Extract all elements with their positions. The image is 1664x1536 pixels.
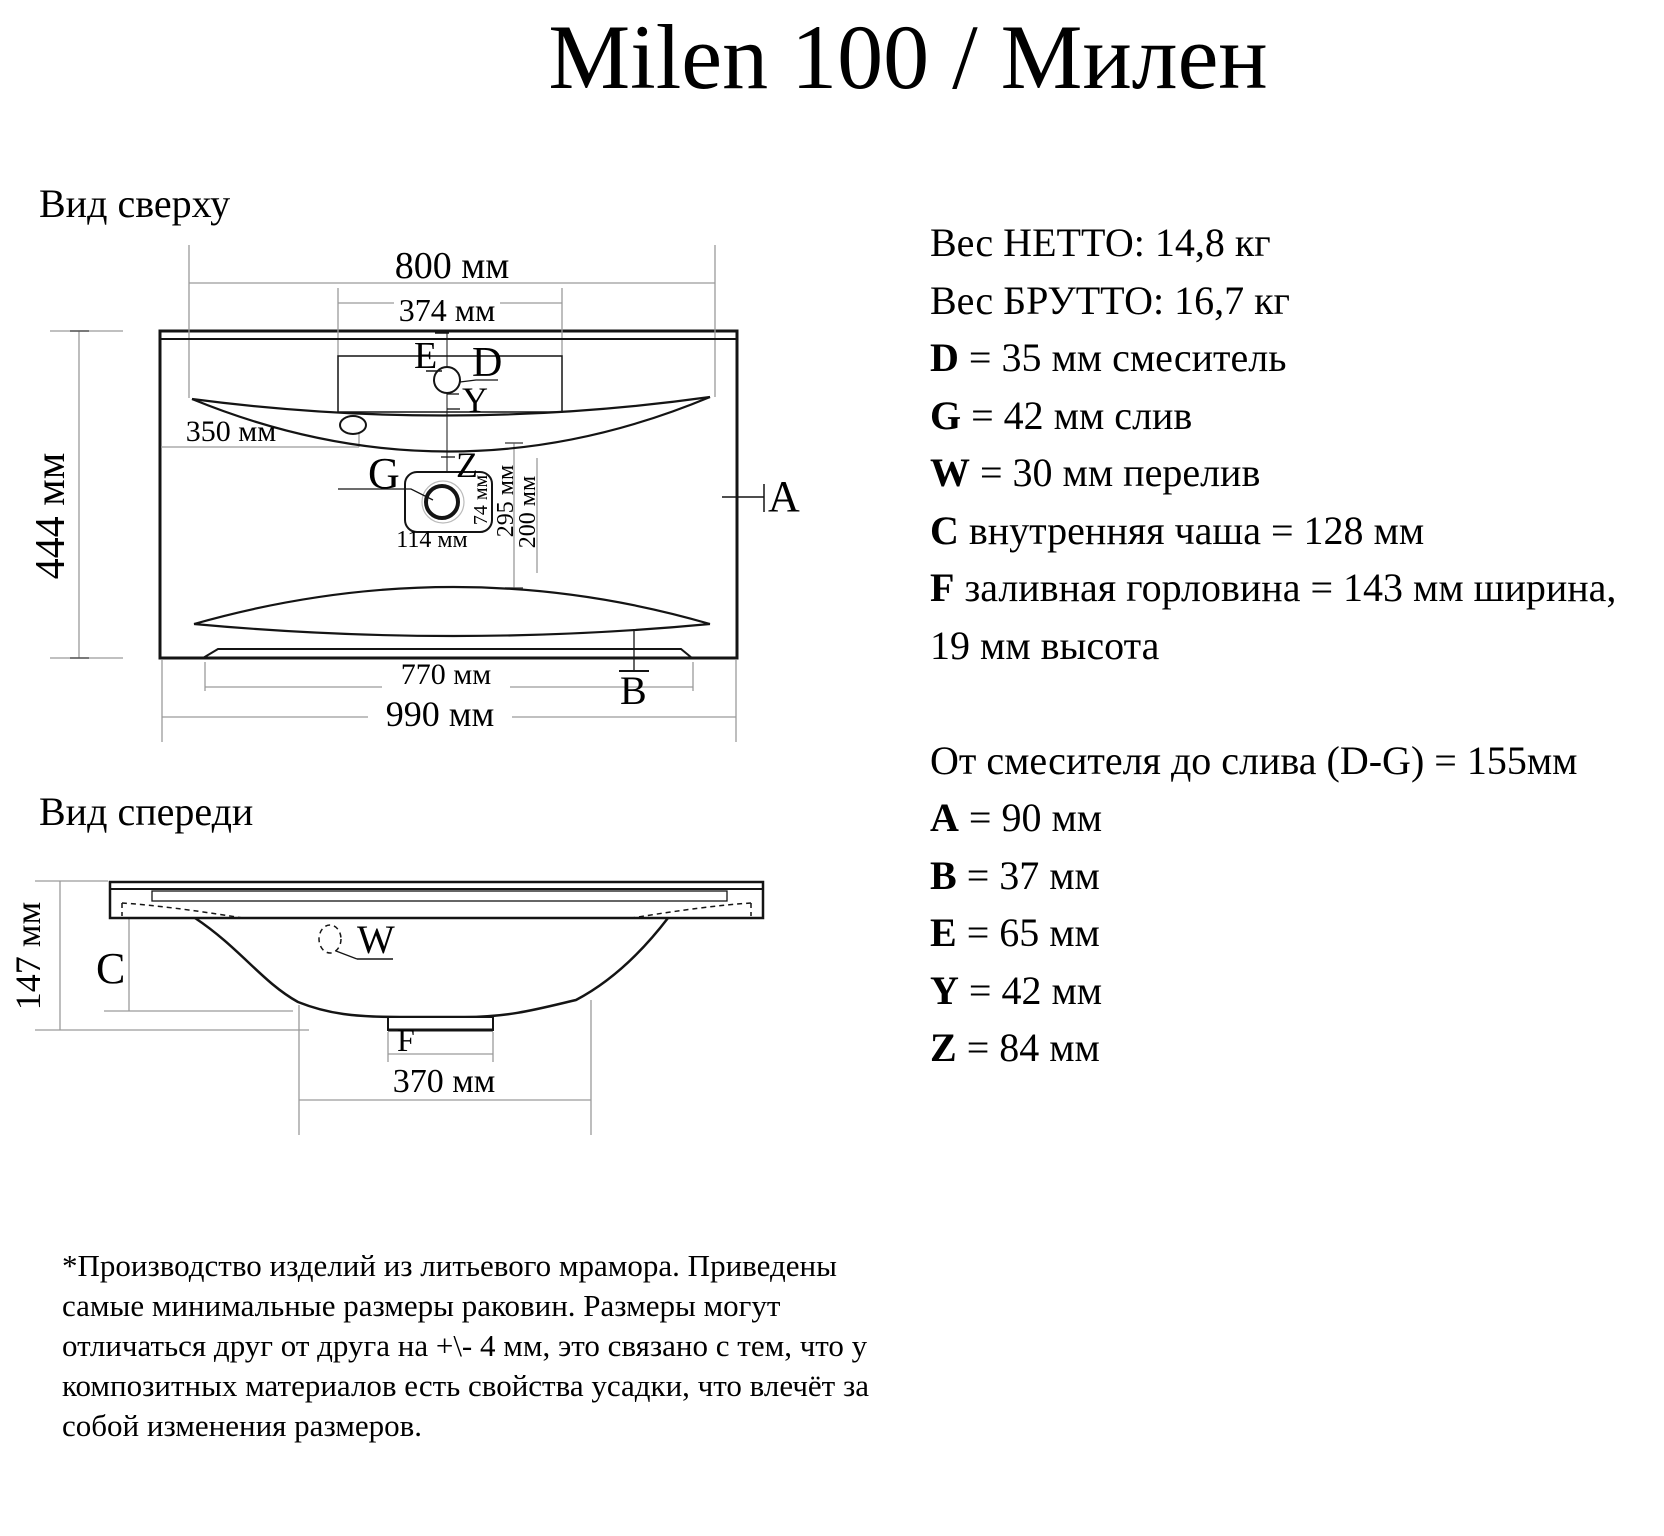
specs-list — [930, 214, 1616, 1077]
spec-line: Вес НЕТТО: 14,8 кг — [930, 220, 1271, 265]
dim-147: 147 мм — [8, 901, 48, 1011]
dim-990: 990 мм — [385, 694, 495, 734]
label-G: G — [368, 449, 400, 498]
note-line: композитных материалов есть свойства усадки, что влечёт за — [62, 1368, 869, 1403]
spec-line: Z = 84 мм — [930, 1025, 1100, 1070]
note-line: отличаться друг от друга на +\- 4 мм, это связано с тем, что у — [62, 1328, 868, 1363]
label-Z: Z — [456, 445, 478, 485]
spec-line: W = 30 мм перелив — [930, 450, 1261, 495]
note-line: самые минимальные размеры раковин. Размеры могут — [62, 1288, 781, 1323]
dim-114: 114 мм — [396, 527, 468, 553]
dim-770: 770 мм — [400, 658, 492, 691]
note-line: собой изменения размеров. — [62, 1408, 423, 1443]
dim-295: 295 мм — [493, 464, 519, 538]
dim-800: 800 мм — [394, 245, 510, 287]
spec-line: D = 35 мм смеситель — [930, 335, 1287, 380]
top-view-label: Вид сверху — [39, 181, 231, 226]
front-view-label: Вид спереди — [39, 789, 254, 834]
spec-line: Y = 42 мм — [930, 967, 1103, 1013]
top-view-drawing — [28, 245, 800, 742]
dim-444: 444 мм — [28, 452, 74, 580]
overflow-hole-front — [319, 925, 341, 953]
spec-line: 19 мм высота — [930, 622, 1160, 668]
spec-line: F заливная горловина = 143 мм ширина, — [930, 565, 1617, 610]
label-B: B — [620, 668, 647, 713]
dim-74: 74 мм — [470, 474, 492, 526]
overflow-hole — [340, 416, 366, 434]
label-D: D — [472, 340, 503, 386]
dim-200: 200 мм — [515, 475, 541, 549]
spec-line: От смесителя до слива (D-G) = 155мм — [930, 737, 1578, 783]
drain-hole — [426, 486, 458, 518]
spec-line: B = 37 мм — [930, 852, 1100, 898]
label-E: E — [414, 335, 438, 377]
label-W: W — [357, 917, 395, 962]
spec-line: Вес БРУТТО: 16,7 кг — [930, 277, 1290, 323]
note-line: *Производство изделий из литьевого мрамора. Приведены — [62, 1248, 837, 1283]
note — [62, 1246, 869, 1446]
dim-374: 374 мм — [398, 292, 496, 328]
front-view-drawing — [8, 881, 763, 1135]
spec-line: E = 65 мм — [930, 910, 1100, 955]
page-title: Milen 100 / Милен — [548, 6, 1268, 108]
label-F: F — [397, 1022, 415, 1058]
spec-line — [930, 674, 1616, 732]
label-C: C — [96, 944, 126, 993]
spec-line: C внутренняя чаша = 128 мм — [930, 507, 1425, 553]
spec-line: A = 90 мм — [930, 795, 1103, 840]
dim-370: 370 мм — [392, 1063, 496, 1100]
spec-line: G = 42 мм слив — [930, 392, 1193, 438]
dim-350: 350 мм — [185, 415, 277, 448]
label-Y: Y — [462, 380, 488, 420]
label-A: A — [768, 472, 800, 521]
